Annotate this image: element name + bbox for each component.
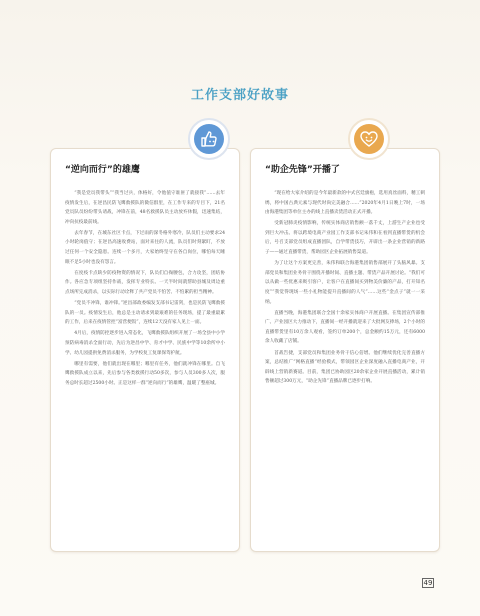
story-paragraph: “现在给大家介绍的是今年最新款的中式宫廷旗袍，选用真丝面料，精工刺绣，将中国古典元素与现代时尚完美融合……”2020年4月1日晚上7时，一场由海港集团等单位主办的线上直播卖货活动正式开播。 (265, 191, 425, 216)
story-paragraph: 在度疫卡点缺少防疫物资的情况下，队员们自掏腰包，合力攻坚，团结协作。各应急专项组坚持作战，发挥专业特长。一天半时间就帮助县城及周边重点场所完成消杀，以实际行动诠释了共产党员不怕苦、不怕累的担当精神。 (65, 270, 225, 295)
story-paragraph: 首战告捷，支部党员和集团业务骨干信心倍增。他们继续优化完善直播方案，总结推广“网格直播”经验模式，带领园区企业深度融入直播电商产业，开辟线上营销新赛道。目前，集团已协助园区20余家企业开展直播活动，累计销售额超过300万元，“助企先锋”直播品牌已逐步打响。 (265, 350, 425, 385)
page-title: 工作支部好故事 (190, 88, 289, 103)
story-paragraph: 4月后，疫情防控逐步进入常态化，飞鹰救援队组织开展了一场全县中小学预防病毒消杀全面行动，先后为逆昌中学、育才中学、民族中学等10余所中小学、幼儿园提供免费消杀服务，为学校复工复课保驾护航。 (65, 331, 225, 356)
thumbs-up-badge (188, 118, 230, 160)
story-paragraph: 受新冠肺炎疫情影响，传统实体商店销售额一落千丈，上游生产企业也受到巨大冲击。将以跨境电商产业园工作支部书记朱伟和在看到直播带货的机会后，号召支部党员组成直播团队，自学带货技巧，开辟出一条企业营销的新路子——通过直播带货，帮助园区企业拓展销售渠道。 (265, 221, 425, 256)
story-body (65, 189, 225, 388)
thumbs-up-icon (194, 124, 224, 154)
story-body (265, 189, 425, 387)
heart-smile-icon (354, 124, 384, 154)
heart-badge (348, 118, 390, 160)
story-card-right (250, 148, 440, 552)
page-number: 49 (423, 579, 433, 587)
story-title: “逆向而行”的雄鹰 (65, 165, 140, 175)
story-paragraph: 为了让这个方案更完善，朱伟和联合海港集团销售部展开了头脑风暴。支部党员和集团业务骨干围绕开播时间、直播主题、带货产品开展讨论。“我们可以从做一些优惠来吸引客户，让客户在直播间买到物美价廉的产品，打开知名度”“我觉得现场一些小礼物能提升直播间的人气”……这些“金点子”就一一采纳。 (265, 261, 425, 305)
story-paragraph: “我是党员我带头”“我当过兵，体格好，令他值守谁匪了就接我”……去年疫情发生后，在逆昌民防飞鹰救援队的微信群里，在工作专来的专目下，21名党员队员纷纷带头请战，冲锋在前，48名救援队员主动放弃休假，迅速集结，冲向抗疫最前线。 (65, 191, 225, 225)
story-paragraph: 直播当晚，海港集团联合全国十余家实体商户开展直播。在集团宣传部推广、产业园区大力推动下，直播间一经开播就迎来了大批网友捧场，2个小时的直播带货里有10万余人观看，签约订单200个，总金额约15万元，还有6000余人收藏了店铺。 (265, 310, 425, 345)
story-card-left (50, 148, 240, 552)
story-title: “助企先锋”开播了 (265, 165, 340, 175)
story-paragraph: “党员不冲锋，谁冲锋。”逆昌部政委编发支部书记雷剑，也是民防飞鹰救援队的一员。疫情发生后，他总是主动请求到最艰难的任务现场，提了最重最累的工作，后来在疫情管控“富营便饭”，连续12天没有家人见上一面。 (65, 301, 225, 326)
story-paragraph: 去年春节，在城东社区卡点，下过雨的深冬格外寒冷，队员们主动要求24小时轮岗值守；在逆昌高速收费站，面对来往的人流，队员们时刻紧盯，不放过任何一个安全隐患。连续一个多月，大家始终坚守在各自岗位，哪怕每天睡眠不足5小时也没有怨言。 (65, 230, 225, 265)
story-paragraph: 哪里有需要，他们就出现在哪里；哪里有任务，他们就冲锋在哪里。自飞鹰救援队成立以来，先后参与各类救援行动50多次，参与人员300多人次，服务总时长超过2500小时。正是这样一群“逆向而行”的雄鹰，温暖了整座城。 (65, 361, 225, 386)
